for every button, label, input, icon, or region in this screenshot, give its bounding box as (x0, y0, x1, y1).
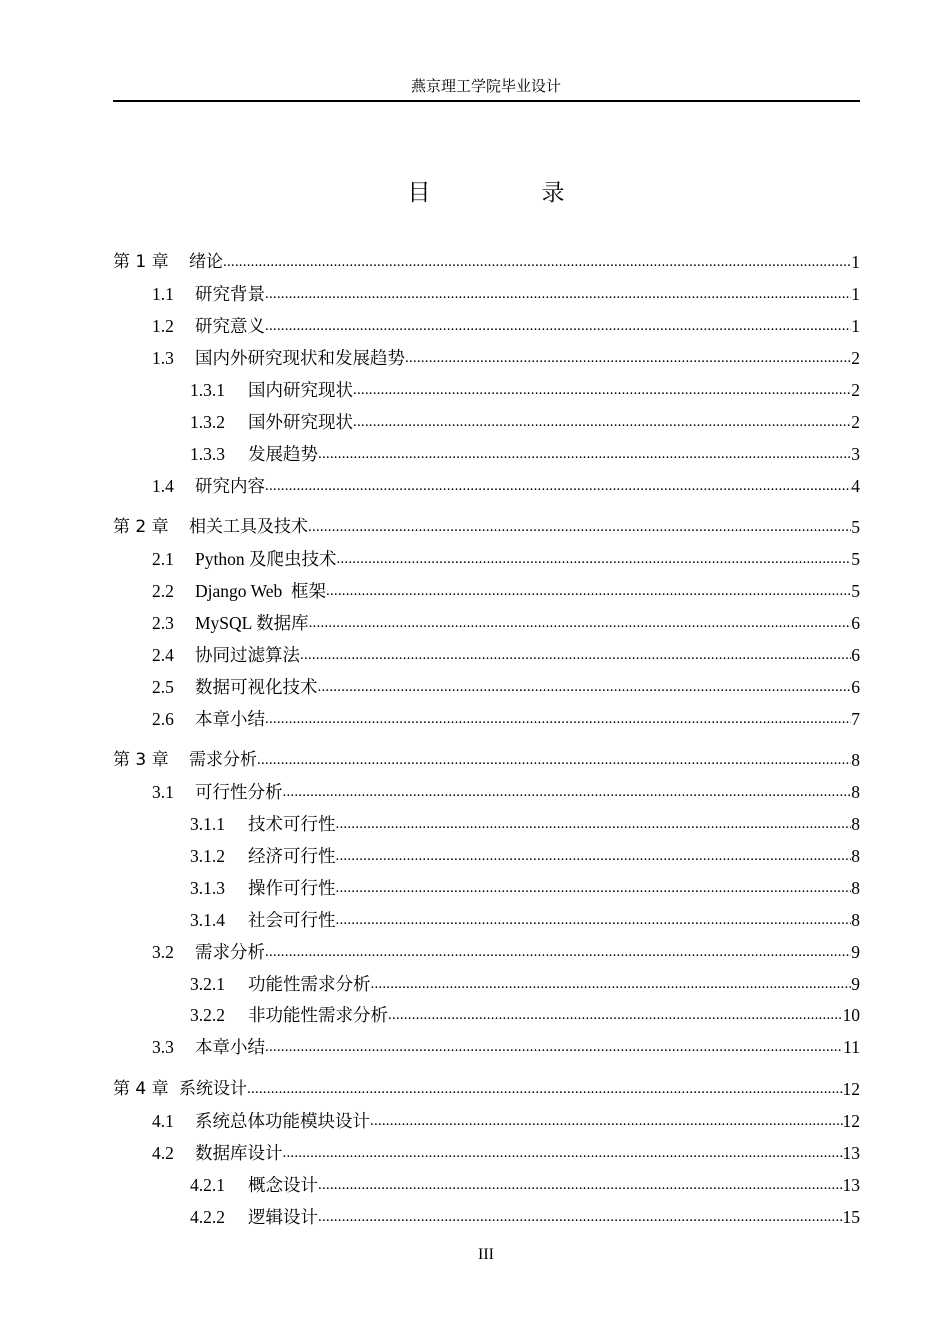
header-rule (113, 100, 860, 102)
toc-entry-1-3-3[interactable] (113, 439, 860, 465)
toc-page-number: 8 (851, 814, 860, 834)
toc-label: 国外研究现状 (248, 412, 353, 432)
toc-entry-4-1[interactable] (113, 1106, 860, 1132)
toc-entry-3-3[interactable] (113, 1032, 860, 1058)
toc-label: 相关工具及技术 (189, 517, 308, 537)
toc-number: 1.3.1 (190, 380, 225, 400)
toc-entry-2-1[interactable] (113, 544, 860, 570)
toc-page-number: 2 (851, 412, 860, 432)
toc-entry-chapter-3[interactable] (113, 745, 860, 771)
dot-leader (336, 877, 852, 899)
toc-entry-3-2[interactable] (113, 937, 860, 963)
toc-page-number: 12 (842, 1079, 860, 1099)
dot-leader (265, 708, 851, 730)
toc-page-number: 1 (851, 252, 860, 272)
toc-number: 3.1.1 (190, 814, 225, 834)
toc-page-number: 8 (851, 846, 860, 866)
toc-label: 绪论 (189, 252, 223, 272)
toc-number: 3.2.2 (190, 1005, 225, 1025)
toc-page-number: 3 (851, 444, 860, 464)
dot-leader (308, 516, 851, 538)
toc-number: 第 3 章 (113, 750, 169, 770)
dot-leader (336, 845, 852, 867)
toc-entry-chapter-4[interactable] (113, 1074, 860, 1100)
toc-number: 4.1 (152, 1111, 174, 1131)
toc-page-number: 8 (851, 750, 860, 770)
toc-entry-1-3[interactable] (113, 343, 860, 369)
toc-label: Django Web 框架 (195, 581, 326, 601)
toc-number: 第 4 章 (113, 1079, 169, 1099)
toc-entry-1-2[interactable] (113, 311, 860, 337)
toc-label: 发展趋势 (248, 444, 318, 464)
toc-number: 2.1 (152, 549, 174, 569)
toc-label: 逻辑设计 (248, 1207, 318, 1227)
toc-number: 4.2 (152, 1143, 174, 1163)
dot-leader (318, 676, 852, 698)
toc-number: 第 2 章 (113, 517, 169, 537)
running-header: 燕京理工学院毕业设计 (410, 79, 561, 95)
toc-number: 4.2.1 (190, 1175, 225, 1195)
toc-page-number: 1 (851, 316, 860, 336)
toc-entry-4-2[interactable] (113, 1138, 860, 1164)
toc-entry-4-2-2[interactable] (113, 1202, 860, 1228)
toc-label: 系统设计 (179, 1079, 247, 1099)
dot-leader (318, 1206, 843, 1228)
toc-page-number: 13 (842, 1175, 860, 1195)
toc-page-number: 13 (842, 1143, 860, 1163)
toc-entry-3-1-2[interactable] (113, 841, 860, 867)
toc-label: 概念设计 (248, 1175, 318, 1195)
toc-page-number: 9 (851, 974, 860, 994)
toc-label: 功能性需求分析 (248, 974, 371, 994)
toc-label: 数据可视化技术 (195, 677, 318, 697)
toc-number: 第 1 章 (113, 252, 169, 272)
toc-entry-3-1-4[interactable] (113, 905, 860, 931)
toc-number: 1.3.3 (190, 444, 225, 464)
dot-leader (336, 813, 852, 835)
toc-page-number: 5 (851, 549, 860, 569)
toc-label: 经济可行性 (248, 846, 336, 866)
toc-label: 数据库设计 (195, 1143, 283, 1163)
toc-label: 社会可行性 (248, 910, 336, 930)
dot-leader (336, 548, 851, 570)
toc-page-number: 1 (851, 284, 860, 304)
dot-leader (388, 1004, 843, 1026)
toc-number: 2.5 (152, 677, 174, 697)
toc-page-number: 9 (851, 942, 860, 962)
toc-page-number: 7 (851, 709, 860, 729)
toc-label: 技术可行性 (248, 814, 336, 834)
dot-leader (265, 941, 851, 963)
toc-label: 研究意义 (195, 316, 265, 336)
toc-title: 目 录 (407, 180, 609, 205)
toc-entry-2-2[interactable] (113, 576, 860, 602)
toc-page-number: 2 (851, 380, 860, 400)
dot-leader (265, 283, 851, 305)
toc-entry-1-1[interactable] (113, 279, 860, 305)
toc-entry-chapter-1[interactable] (113, 247, 860, 273)
toc-entry-2-4[interactable] (113, 640, 860, 666)
dot-leader (371, 973, 852, 995)
toc-number: 2.2 (152, 581, 174, 601)
toc-page-number: 6 (851, 645, 860, 665)
toc-label: 本章小结 (195, 1037, 265, 1057)
toc-number: 2.6 (152, 709, 174, 729)
toc-entry-4-2-1[interactable] (113, 1170, 860, 1196)
dot-leader (265, 475, 851, 497)
dot-leader (265, 1036, 843, 1058)
toc-page-number: 12 (842, 1111, 860, 1131)
toc-label: 可行性分析 (195, 782, 283, 802)
toc-number: 4.2.2 (190, 1207, 225, 1227)
toc-label: 国内外研究现状和发展趋势 (195, 348, 405, 368)
toc-number: 3.1 (152, 782, 174, 802)
toc-label: 需求分析 (189, 750, 257, 770)
toc-entry-1-4[interactable] (113, 471, 860, 497)
toc-number: 3.2 (152, 942, 174, 962)
dot-leader (353, 411, 851, 433)
toc-number: 3.1.2 (190, 846, 225, 866)
dot-leader (318, 443, 851, 465)
toc-entry-1-3-1[interactable] (113, 375, 860, 401)
toc-number: 1.4 (152, 476, 174, 496)
toc-entry-2-6[interactable] (113, 704, 860, 730)
dot-leader (283, 1142, 843, 1164)
toc-page-number: 6 (851, 677, 860, 697)
toc-label: 非功能性需求分析 (248, 1005, 388, 1025)
dot-leader (318, 1174, 843, 1196)
dot-leader (247, 1078, 843, 1100)
toc-entry-1-3-2[interactable] (113, 407, 860, 433)
toc-page-number: 8 (851, 878, 860, 898)
toc-label: Python 及爬虫技术 (195, 549, 337, 569)
toc-entry-3-2-1[interactable] (113, 969, 860, 995)
toc-label: 研究内容 (195, 476, 265, 496)
toc-label: 国内研究现状 (248, 380, 353, 400)
toc-page-number: 4 (851, 476, 860, 496)
toc-page-number: 15 (842, 1207, 860, 1227)
dot-leader (336, 909, 852, 931)
toc-entry-chapter-2[interactable] (113, 512, 860, 538)
dot-leader (405, 347, 851, 369)
toc-number: 1.1 (152, 284, 174, 304)
dot-leader (326, 580, 851, 602)
toc-label: 操作可行性 (248, 878, 336, 898)
toc-number: 2.3 (152, 613, 174, 633)
toc-label: 本章小结 (195, 709, 265, 729)
toc-page-number: 6 (851, 613, 860, 633)
dot-leader (257, 749, 851, 771)
toc-page-number: 11 (843, 1037, 860, 1057)
toc-number: 3.2.1 (190, 974, 225, 994)
dot-leader (353, 379, 851, 401)
toc-page-number: 8 (851, 910, 860, 930)
toc-number: 1.3.2 (190, 412, 225, 432)
dot-leader (265, 315, 851, 337)
toc-number: 3.1.3 (190, 878, 225, 898)
toc-number: 1.3 (152, 348, 174, 368)
toc-entry-3-1-1[interactable] (113, 809, 860, 835)
toc-page-number: 8 (851, 782, 860, 802)
toc-number: 2.4 (152, 645, 174, 665)
dot-leader (309, 612, 852, 634)
toc-entry-3-1[interactable] (113, 777, 860, 803)
toc-label: 协同过滤算法 (195, 645, 300, 665)
toc-page-number: 2 (851, 348, 860, 368)
toc-number: 3.3 (152, 1037, 174, 1057)
toc-page-number: 5 (851, 581, 860, 601)
toc-entry-3-2-2[interactable] (113, 1000, 860, 1026)
toc-number: 1.2 (152, 316, 174, 336)
toc-label: MySQL 数据库 (195, 613, 309, 633)
toc-entry-2-5[interactable] (113, 672, 860, 698)
toc-label: 系统总体功能模块设计 (195, 1111, 370, 1131)
page-number: III (478, 1246, 494, 1263)
toc-label: 研究背景 (195, 284, 265, 304)
dot-leader (283, 781, 852, 803)
toc-number: 3.1.4 (190, 910, 225, 930)
toc-label: 需求分析 (195, 942, 265, 962)
dot-leader (370, 1110, 843, 1132)
toc-entry-3-1-3[interactable] (113, 873, 860, 899)
dot-leader (300, 644, 851, 666)
dot-leader (223, 251, 851, 273)
toc-page-number: 5 (851, 517, 860, 537)
toc-entry-2-3[interactable] (113, 608, 860, 634)
toc-page-number: 10 (842, 1005, 860, 1025)
